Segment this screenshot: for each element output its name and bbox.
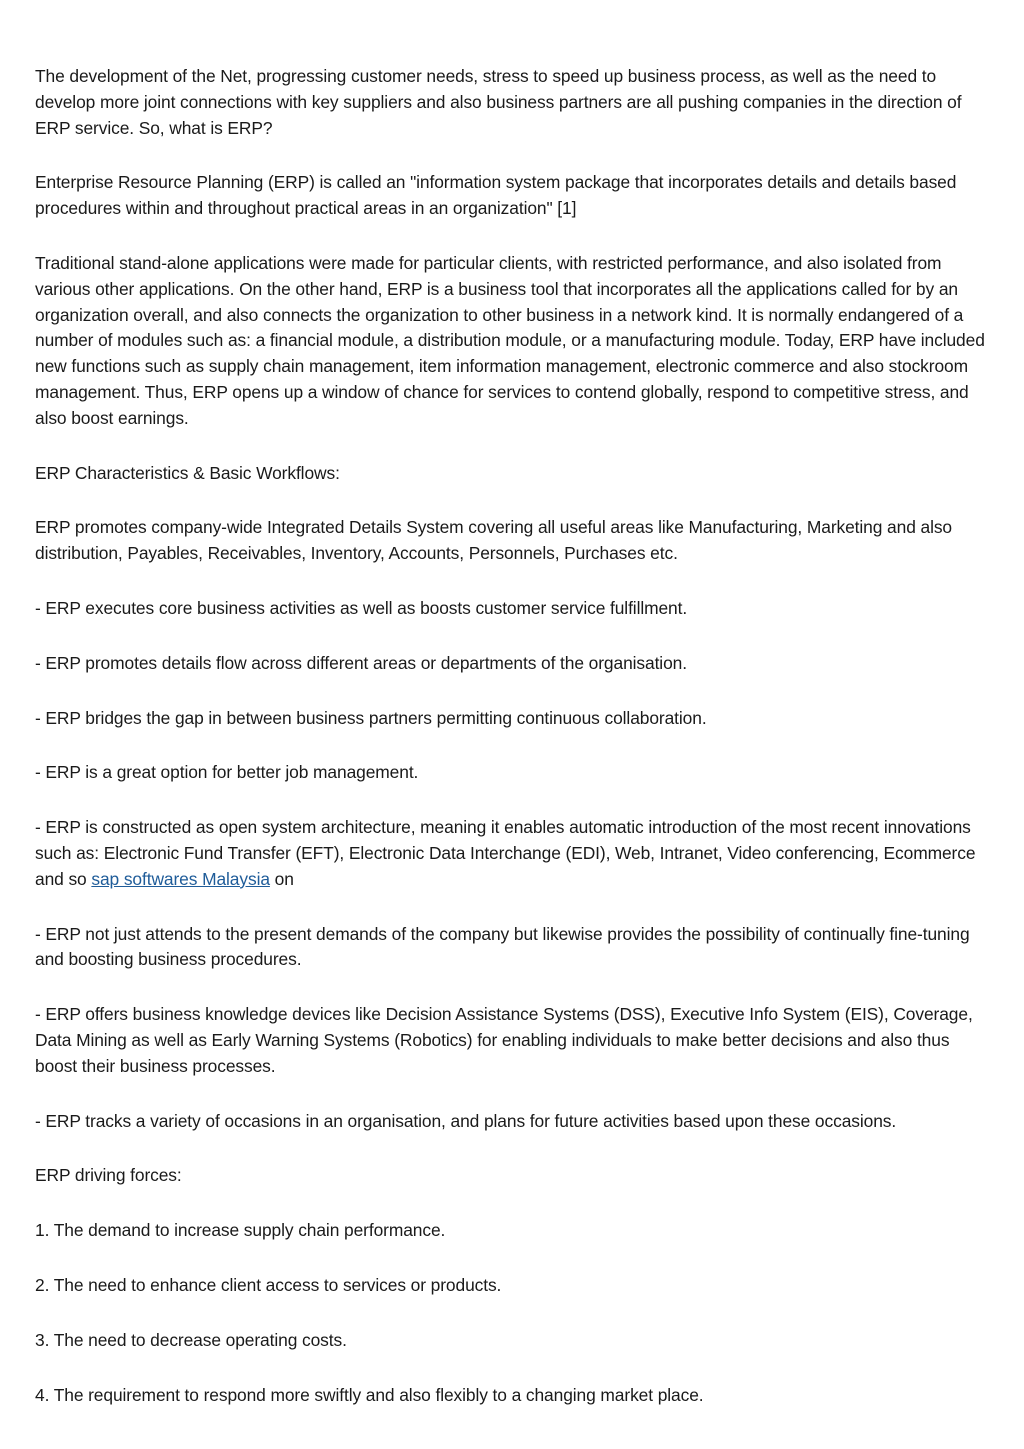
bullet-job-management: - ERP is a great option for better job management. [35, 762, 419, 783]
driving-force-4: 4. The requirement to respond more swiftly and also flexibly to a changing market place. [35, 1384, 704, 1405]
document-body [35, 64, 985, 1437]
sap-softwares-malaysia-link[interactable]: sap softwares Malaysia [91, 868, 270, 889]
driving-force-3: 3. The need to decrease operating costs. [35, 1329, 347, 1350]
bullet-open-architecture [35, 815, 985, 892]
integrated-system-paragraph: ERP promotes company-wide Integrated Details System covering all useful areas like Manufacturing, Marketing and also distribution, Payables, Receivables, Inventory, Accounts, Personnels, Purchases etc. [35, 517, 952, 564]
bullet-tracks-occasions: - ERP tracks a variety of occasions in an organisation, and plans for future activities based upon these occasions. [35, 1110, 897, 1131]
intro-paragraph: The development of the Net, progressing customer needs, stress to speed up business process, as well as the need to develop more joint connections with key suppliers and also business partners are all pushing companies in the direction of ERP service. So, what is ERP? [35, 66, 962, 138]
bullet-core-activities: - ERP executes core business activities as well as boosts customer service fulfillment. [35, 597, 688, 618]
section-heading-characteristics: ERP Characteristics & Basic Workflows: [35, 462, 340, 483]
bullet-bridges-gap: - ERP bridges the gap in between business partners permitting continuous collaboration. [35, 707, 707, 728]
bullet-business-knowledge: - ERP offers business knowledge devices like Decision Assistance Systems (DSS), Executive Info System (EIS), Coverage, Data Mining as well as Early Warning Systems (Robotics) for enabling individuals to make better decisions and also thus boost their business processes. [35, 1004, 973, 1076]
bullet-present-demands: - ERP not just attends to the present demands of the company but likewise provides the possibility of continually fine-tuning and boosting business procedures. [35, 923, 970, 970]
erp-definition-paragraph: Enterprise Resource Planning (ERP) is called an "information system package that incorporates details and details based procedures within and throughout practical areas in an organization" [1] [35, 172, 957, 219]
section-heading-driving-forces: ERP driving forces: [35, 1165, 182, 1186]
driving-force-2: 2. The need to enhance client access to services or products. [35, 1274, 502, 1295]
bullet-details-flow: - ERP promotes details flow across different areas or departments of the organisation. [35, 652, 687, 673]
traditional-apps-paragraph: Traditional stand-alone applications were made for particular clients, with restricted performance, and also isolated from various other applications. On the other hand, ERP is a business tool that incorporates all the applications called for by an organization overall, and also connects the organization to other business in a network kind. It is normally endangered of a number of modules such as: a financial module, a distribution module, or a manufacturing module. Today, ERP have included new functions such as supply chain management, item information management, electronic commerce and also stockroom management. Thus, ERP opens up a window of chance for services to contend globally, respond to competitive stress, and also boost earnings. [35, 252, 985, 428]
open-architecture-text-end: on [269, 868, 294, 889]
driving-force-1: 1. The demand to increase supply chain performance. [35, 1220, 446, 1241]
open-architecture-text: - ERP is constructed as open system architecture, meaning it enables automatic introduction of the most recent innovations such as: Electronic Fund Transfer (EFT), Electronic Data Interchange (EDI), Web, Intranet, Video conferencing, Ecommerce and so [35, 817, 976, 889]
